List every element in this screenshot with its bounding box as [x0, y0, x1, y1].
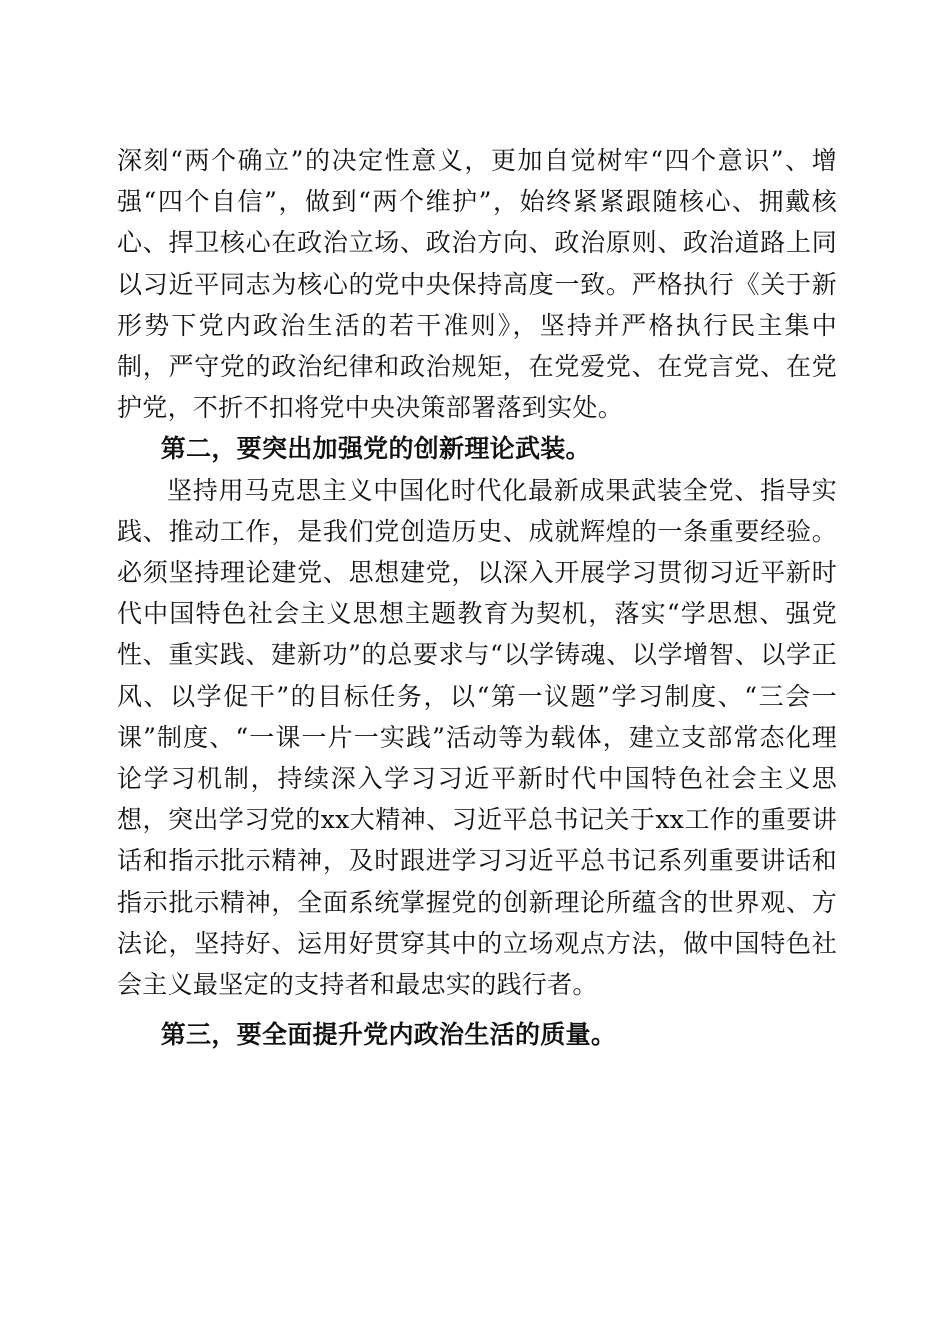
section-heading-third: 第三，要全面提升党内政治生活的质量。 — [160, 1020, 617, 1050]
paragraph-theory-arming: 坚持用马克思主义中国化时代化最新成果武装全党、指导实践、推动工作，是我们党创造历史、成就辉煌的一条重要经验。必须坚持理论建党、思想建党，以深入开展学习贯彻习近平新时代中国特色社会主义思想主题教育为契机，落实“学思想、强党性、重实践、建新功”的总要求与“以学铸魂、以学增智、以学正风、以学促干”的目标任务，以“第一议题”学习制度、“三会一课”制度、“一课一片一实践”活动等为载体，建立支部常态化理论学习机制，持续深入学习习近平新时代中国特色社会主义思想，突出学习党的xx大精神、习近平总书记关于xx工作的重要讲话和指示批示精神，及时跟进学习习近平总书记系列重要讲话和指示批示精神，全面系统掌握党的创新理论所蕴含的世界观、方法论，坚持好、运用好贯穿其中的立场观点方法，做中国特色社会主义最坚定的支持者和最忠实的践行者。 — [117, 475, 837, 1000]
document-body — [117, 140, 837, 1055]
section-heading-second: 第二，要突出加强党的创新理论武装。 — [160, 434, 591, 464]
paragraph-continuation: 深刻“两个确立”的决定性意义，更加自觉树牢“四个意识”、增强“四个自信”，做到“两个维护”，始终紧紧跟随核心、拥戴核心、捍卫核心在政治立场、政治方向、政治原则、政治道路上同以习近平同志为核心的党中央保持高度一致。严格执行《关于新形势下党内政治生活的若干准则》，坚持并严格执行民主集中制，严守党的政治纪律和政治规矩，在党爱党、在党言党、在党护党，不折不扣将党中央决策部署落到实处。 — [117, 146, 837, 423]
